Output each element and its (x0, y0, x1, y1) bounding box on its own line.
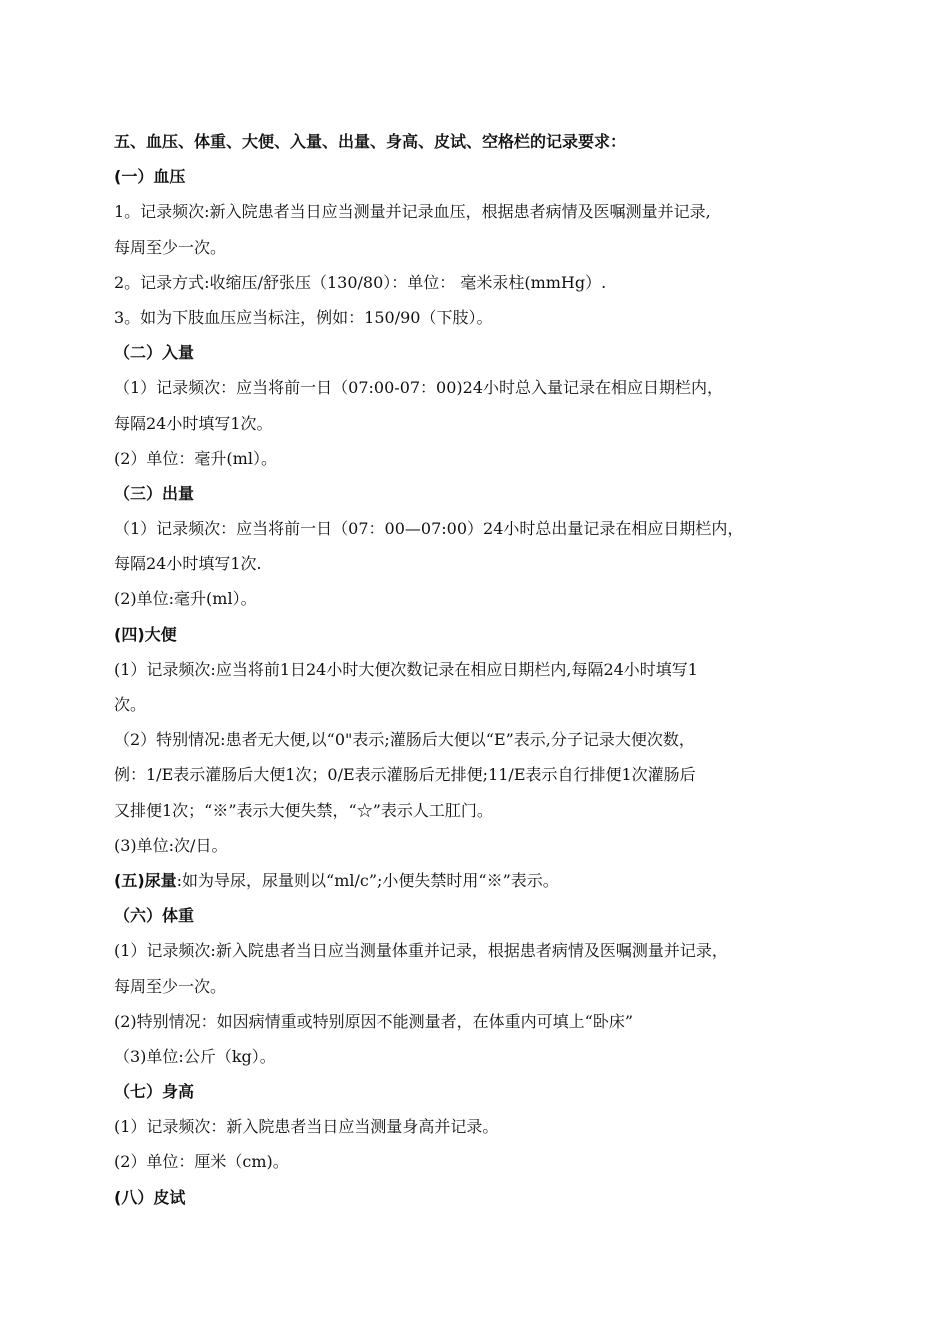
heading-weight: （六）体重 (114, 906, 195, 926)
paragraph-line: 每周至少一次。 (114, 976, 227, 996)
paragraph-line: (2)特别情况：如因病情重或特别原因不能测量者，在体重内可填上“卧床” (114, 1011, 634, 1031)
urine-text: :如为导尿，尿量则以“ml/c”;小便失禁时用“※”表示。 (176, 870, 559, 890)
heading-skin-test: (八）皮试 (114, 1187, 186, 1207)
paragraph-line: (2）单位：毫升(ml）。 (114, 448, 277, 468)
paragraph-line: （3)单位:公斤（kg）。 (114, 1046, 276, 1066)
paragraph-line: (1）记录频次：新入院患者当日应当测量身高并记录。 (114, 1117, 499, 1137)
paragraph-line: 每隔24小时填写1次. (114, 554, 262, 574)
paragraph-line: （2）特别情况:患者无大便,以“0"表示;灌肠后大便以“E”表示,分子记录大便次数， (114, 730, 695, 750)
paragraph-line: (1）记录频次:新入院患者当日应当测量体重并记录，根据患者病情及医嘱测量并记录， (114, 941, 728, 961)
heading-blood-pressure: (一）血压 (114, 167, 186, 187)
paragraph-line: (2）单位：厘米（cm)。 (114, 1152, 289, 1172)
heading-stool: (四)大便 (114, 624, 177, 644)
paragraph-line: 1。记录频次:新入院患者当日应当测量并记录血压，根据患者病情及医嘱测量并记录, (114, 202, 711, 222)
paragraph-line: (3)单位:次/日。 (114, 835, 228, 855)
urine-line (114, 863, 854, 898)
paragraph-line: 2。记录方式:收缩压/舒张压（130/80）：单位： 毫米汞柱(mmHg）. (114, 272, 607, 292)
paragraph-line: 例：1/E表示灌肠后大便1次；0/E表示灌肠后无排便;11/E表示自行排便1次灌肠后 (114, 765, 696, 785)
paragraph-line: 每隔24小时填写1次。 (114, 413, 273, 433)
paragraph-line: (1）记录频次:应当将前1日24小时大便次数记录在相应日期栏内,每隔24小时填写1 (114, 659, 698, 679)
paragraph-line: （1）记录频次：应当将前一日（07:00-07：00)24小时总入量记录在相应日期栏内， (114, 378, 724, 398)
document-page (114, 124, 854, 1215)
heading-intake: （二）入量 (114, 343, 195, 363)
paragraph-line: （1）记录频次：应当将前一日（07：00—07:00）24小时总出量记录在相应日期栏内， (114, 519, 744, 539)
paragraph-line: 每周至少一次。 (114, 237, 227, 257)
paragraph-line: (2)单位:毫升(ml）。 (114, 589, 257, 609)
paragraph-line: 又排便1次；“※”表示大便失禁，“☆”表示人工肛门。 (114, 800, 493, 820)
paragraph-line: 次。 (114, 695, 147, 714)
heading-output: （三）出量 (114, 483, 195, 503)
heading-urine: (五)尿量 (114, 870, 177, 890)
section-title: 五、血压、体重、大便、入量、出量、身高、皮试、空格栏的记录要求： (114, 132, 627, 151)
paragraph-line: 3。如为下肢血压应当标注，例如：150/90（下肢）。 (114, 307, 493, 327)
heading-height: （七）身高 (114, 1082, 195, 1102)
